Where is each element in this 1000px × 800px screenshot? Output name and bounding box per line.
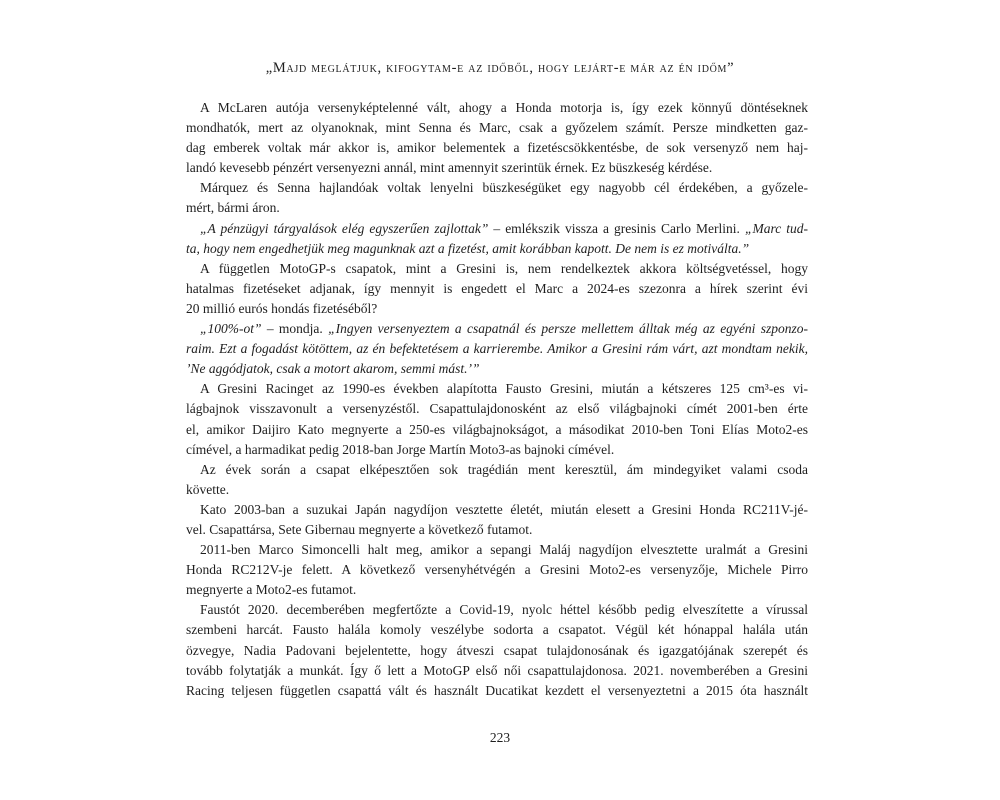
body-line: Az évek során a csapat elképesztően sok tragédián ment keresztül, ám mindegyiket valami csoda [200, 461, 808, 477]
body-line: Honda RC212V-je felett. A következő versenyhétvégén a Gresini Moto2-es versenyzője, Michele Pirro [186, 562, 808, 578]
attribution-text: – mondja. [261, 321, 329, 337]
paragraph [186, 219, 808, 259]
body-line: A Gresini Racinget az 1990-es években alapította Fausto Gresini, miután a kétszeres 125 cm³-es vi- [200, 381, 808, 397]
body-line: mért, bármi áron. [186, 200, 280, 216]
body-line: szembeni harcát. Fausto halála komoly veszélybe sodorta a csapatot. Végül két hónappal halála után [186, 622, 808, 638]
body-line: Racing teljesen független csapattá vált és használt Ducatikat kezdett el versenyeztetni a 2015 óta használt [186, 682, 808, 698]
quote-text: „Marc tud- [744, 220, 808, 236]
body-line: mondhatók, mert az olyanoknak, mint Senna és Marc, csak a győzelem számít. Persze mindketten gaz- [186, 120, 808, 136]
attribution-text: – emlékszik vissza a gresinis Carlo Merlini. [488, 220, 745, 236]
body-line: el, amikor Daijiro Kato megnyerte a 250-es világbajnokságot, a másodikat 2010-ben Toni Elías Moto2-es [186, 421, 808, 437]
paragraph [186, 319, 808, 379]
running-header: „Majd meglátjuk, kifogytam-e az időből, hogy lejárt-e már az én időm” [265, 60, 735, 76]
body-line: 2011-ben Marco Simoncelli halt meg, amikor a sepangi Maláj nagydíjon elvesztette uralmát a Gresini [200, 542, 808, 558]
body-line [186, 219, 808, 239]
body-line: megnyerte a Moto2-es futamot. [186, 582, 357, 598]
quote-text: „A pénzügyi tárgyalások elég egyszerűen zajlottak” [200, 220, 489, 236]
paragraph [186, 379, 808, 459]
body-line: ’Ne aggódjatok, csak a motort akarom, semmi mást.’” [186, 361, 480, 377]
paragraph [186, 178, 808, 218]
body-line [186, 319, 808, 339]
body-line: A független MotoGP-s csapatok, mint a Gresini is, nem rendelkeztek akkora költségvetéssel, hogy [200, 260, 808, 276]
body-line: raim. Ezt a fogadást kötöttem, az én befektetésem a karrierembe. Amikor a Gresini rám várt, azt mondtam nekik, [186, 341, 808, 357]
body-line: ta, hogy nem engedhetjük meg magunknak azt a fizetést, amit korábban kapott. De nem is ez motiválta.” [186, 240, 750, 256]
paragraph [186, 500, 808, 540]
body-line: 20 millió eurós hondás fizetéséből? [186, 300, 378, 316]
body-line: dag emberek voltak már akkor is, amikor belementek a fizetéscsökkentésbe, de sok versenyző nem haj- [186, 140, 808, 156]
page-number: 223 [489, 730, 511, 745]
paragraph [186, 259, 808, 319]
body-line: lágbajnok visszavonult a versenyzéstől. Csapattulajdonosként az első világbajnoki címét 2001-ben érte [186, 401, 808, 417]
body-text [186, 98, 808, 701]
body-line: tovább folytatják a munkát. Így ő lett a MotoGP első női csapattulajdonosa. 2021. novemberében a Gresini [186, 662, 808, 678]
body-line: vel. Csapattársa, Sete Gibernau megnyerte a következő futamot. [186, 521, 533, 537]
paragraph [186, 98, 808, 178]
quote-text: „100%-ot” [200, 321, 262, 337]
quote-text: „Ingyen versenyeztem a csapatnál és persze mellettem álltak még az egyéni szponzo- [328, 321, 808, 337]
body-line: Kato 2003-ban a suzukai Japán nagydíjon vesztette életét, miután elesett a Gresini Honda RC211V-jé- [200, 501, 808, 517]
body-line: özvegye, Nadia Padovani bejelentette, hogy átveszi csapat tulajdonosának és igazgatójának szerepét és [186, 642, 808, 658]
body-line: A McLaren autója versenyképtelenné vált, ahogy a Honda motorja is, így ezek könnyű döntéseknek [200, 100, 808, 115]
body-line: Márquez és Senna hajlandóak voltak lenyelni büszkeségüket egy nagyobb cél érdekében, a győzele- [200, 180, 808, 196]
body-line: hatalmas fizetéseket adjanak, így mennyit is engedett el Marc a 2024-es szezonra a hírek szerint évi [186, 280, 808, 296]
body-line: landó kevesebb pénzért versenyezni annál, mint amennyit szerintük érnek. Ez büszkeség kérdése. [186, 160, 713, 176]
body-line: Faustót 2020. decemberében megfertőzte a Covid-19, nyolc héttel később pedig elveszítette a vírussal [200, 602, 808, 618]
body-line: követte. [186, 481, 230, 497]
paragraph [186, 600, 808, 700]
body-line: címével, a harmadikat pedig 2018-ban Jorge Martín Moto3-as bajnoki címével. [186, 441, 615, 457]
paragraph [186, 540, 808, 600]
paragraph [186, 460, 808, 500]
